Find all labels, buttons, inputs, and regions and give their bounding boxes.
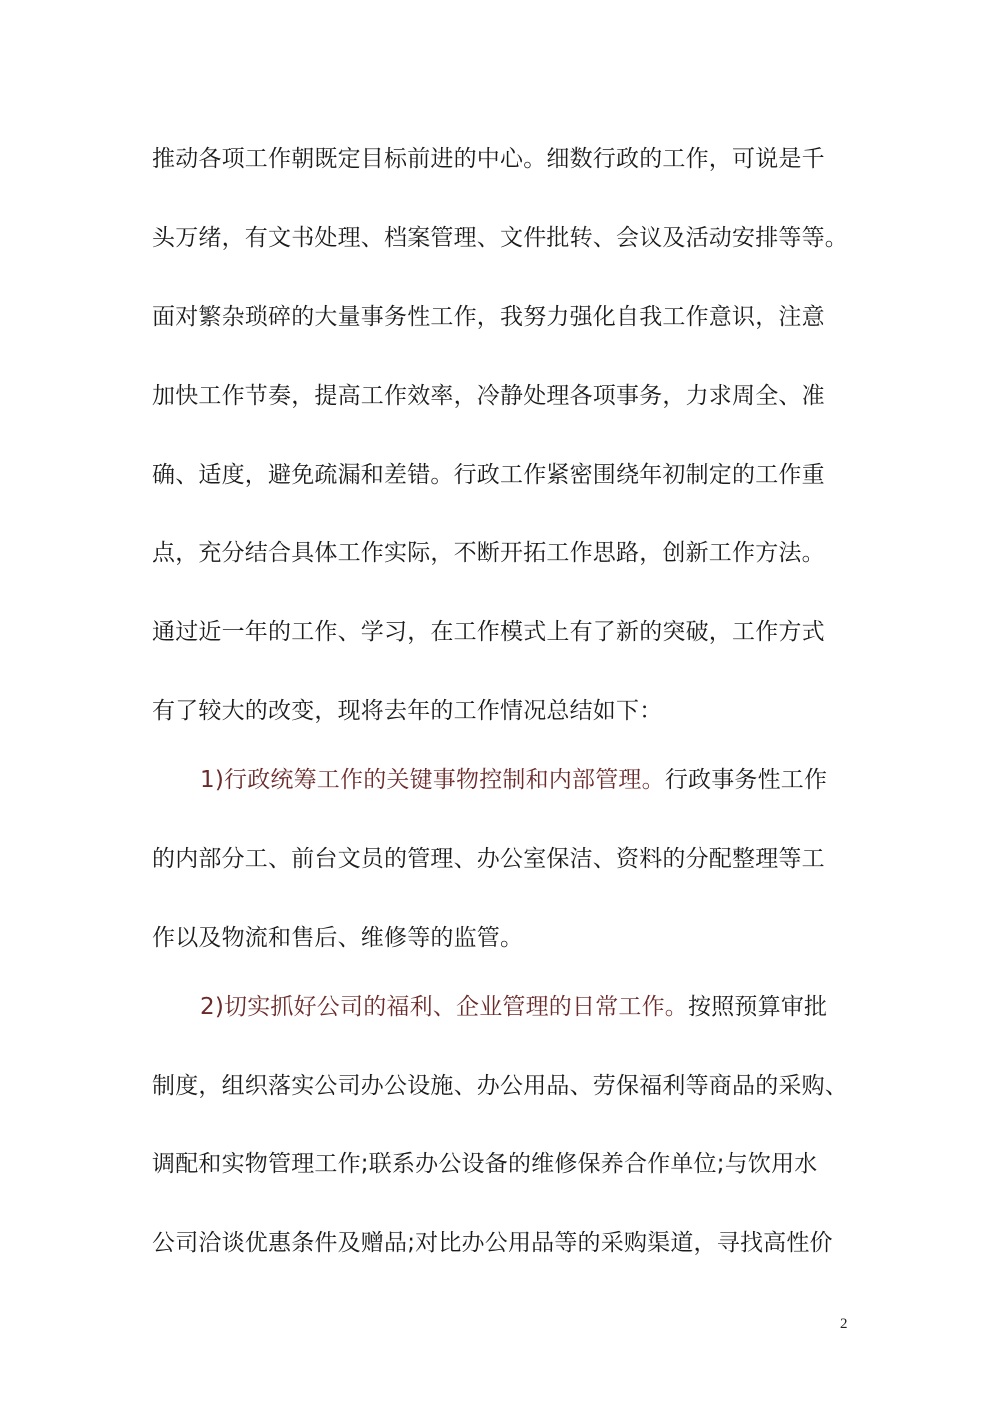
paragraph-line: 加快工作节奏，提高工作效率，冷静处理各项事务，力求周全、准: [152, 383, 825, 409]
section-1-heading: 1)行政统筹工作的关键事物控制和内部管理。: [200, 767, 665, 793]
paragraph-line: 调配和实物管理工作;联系办公设备的维修保养合作单位;与饮用水: [152, 1151, 818, 1177]
paragraph-line: 推动各项工作朝既定目标前进的中心。细数行政的工作，可说是千: [152, 146, 825, 172]
paragraph-line: 有了较大的改变，现将去年的工作情况总结如下：: [152, 698, 663, 724]
section-2-heading: 2)切实抓好公司的福利、企业管理的日常工作。: [200, 994, 689, 1020]
paragraph-line: 点，充分结合具体工作实际，不断开拓工作思路，创新工作方法。: [152, 540, 825, 566]
paragraph-line: 确、适度，避免疏漏和差错。行政工作紧密围绕年初制定的工作重: [152, 462, 825, 488]
paragraph-line: 公司洽谈优惠条件及赠品;对比办公用品等的采购渠道，寻找高性价: [152, 1230, 833, 1256]
section-1-text: 行政事务性工作: [664, 767, 828, 793]
page-number: 2: [840, 1316, 848, 1332]
paragraph-line: 通过近一年的工作、学习，在工作模式上有了新的突破，工作方式: [152, 619, 825, 645]
section-2-first-line: [200, 992, 827, 1022]
section-2-text: 按照预算审批: [688, 994, 828, 1020]
section-1-first-line: [200, 765, 827, 795]
paragraph-line: 制度，组织落实公司办公设施、办公用品、劳保福利等商品的采购、: [152, 1073, 848, 1099]
paragraph-line: 头万绪，有文书处理、档案管理、文件批转、会议及活动安排等等。: [152, 225, 848, 251]
paragraph-line: 作以及物流和售后、维修等的监管。: [152, 925, 524, 951]
paragraph-line: 面对繁杂琐碎的大量事务性工作，我努力强化自我工作意识，注意: [152, 304, 825, 330]
paragraph-line: 的内部分工、前台文员的管理、办公室保洁、资料的分配整理等工: [152, 846, 825, 872]
